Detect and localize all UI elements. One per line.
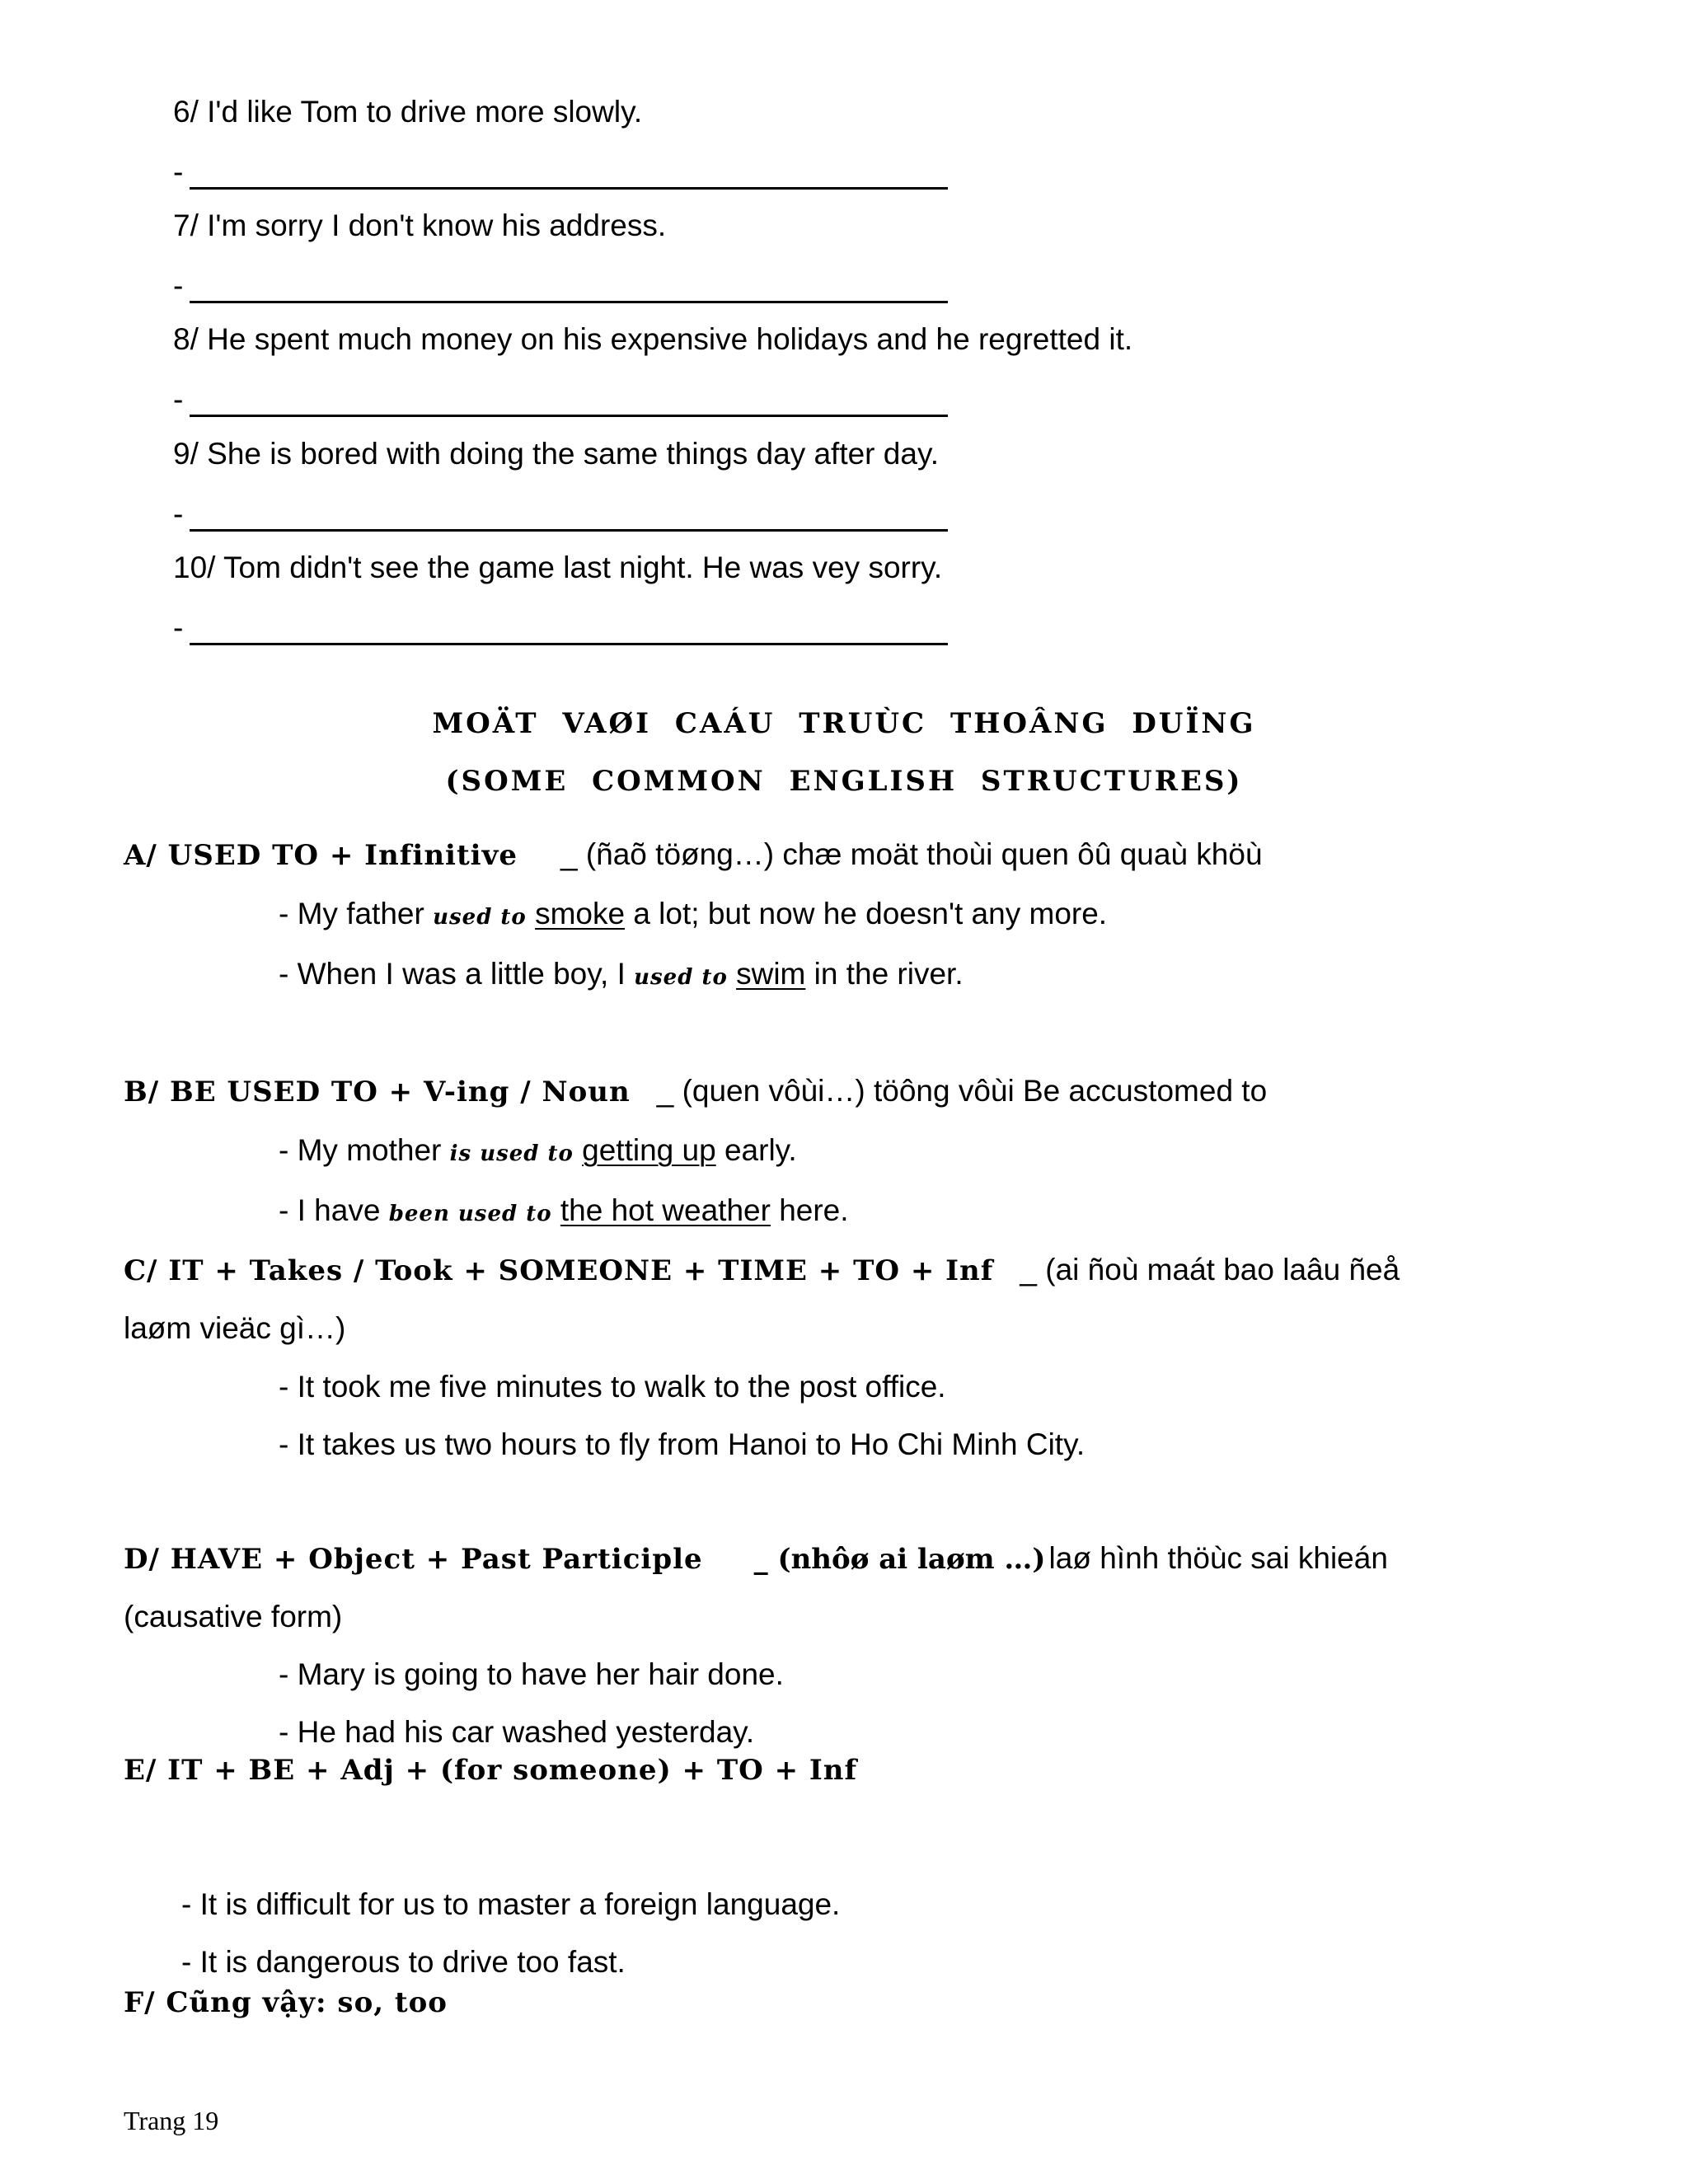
structure-c-gloss-continued: laøm vieäc gì…) bbox=[124, 1311, 346, 1345]
structure-b-gloss: _ (quen vôùi…) töông vôùi Be accustomed to bbox=[656, 1074, 1268, 1108]
structure-d-gloss-continued: (causative form) bbox=[124, 1600, 343, 1633]
structure-f-heading: F/ Cũng vậy: so, too bbox=[124, 1986, 448, 2019]
structure-c bbox=[124, 1253, 1400, 1287]
structure-c-example-2: - It takes us two hours to fly from Hanoi to Ho Chi Minh City. bbox=[279, 1427, 1085, 1461]
exercise-item-6: 6/ I'd like Tom to drive more slowly. bbox=[173, 95, 643, 129]
structure-a bbox=[124, 837, 1263, 872]
answer-blank-10: - bbox=[173, 611, 948, 645]
structure-a-example-1: - My father used to smoke a lot; but now he doesn't any more. bbox=[279, 897, 1108, 930]
structure-d-heading: D/ HAVE + Object + Past Participle bbox=[124, 1543, 703, 1576]
structure-b-example-2: - I have been used to the hot weather here. bbox=[279, 1193, 849, 1227]
structure-c-gloss: _ (ai ñoù maát bao laâu ñeå bbox=[1020, 1253, 1400, 1286]
exercise-item-10: 10/ Tom didn't see the game last night. He was vey sorry. bbox=[173, 551, 943, 584]
section-title: MOÄT VAØI CAÁU TRUÙC THOÂNG DUÏNG bbox=[432, 707, 1256, 740]
structure-d-gloss-bold: _ (nhôø ai laøm …) bbox=[753, 1543, 1046, 1576]
structure-b-heading: B/ BE USED TO + V-ing / Noun bbox=[124, 1076, 631, 1108]
structure-a-gloss: _ (ñaõ töøng…) chæ moät thoùi quen ôû quaù khöù bbox=[560, 837, 1263, 871]
structure-d-gloss: laø hình thöùc sai khieán bbox=[1048, 1541, 1388, 1575]
answer-blank-9: - bbox=[173, 497, 948, 532]
page-number: Trang 19 bbox=[124, 2106, 219, 2135]
underlined-term: getting up bbox=[582, 1133, 716, 1167]
structure-a-heading: A/ USED TO + Infinitive bbox=[124, 839, 518, 872]
section-subtitle: (SOME COMMON ENGLISH STRUCTURES) bbox=[445, 765, 1243, 798]
underlined-term: swim bbox=[736, 957, 806, 991]
structure-b bbox=[124, 1074, 1267, 1108]
structure-d-example-1: - Mary is going to have her hair done. bbox=[279, 1657, 784, 1691]
exercise-item-9: 9/ She is bored with doing the same things day after day. bbox=[173, 437, 939, 471]
structure-e-example-2: - It is dangerous to drive too fast. bbox=[181, 1945, 626, 1979]
answer-blank-8: - bbox=[173, 382, 948, 417]
underlined-term: the hot weather bbox=[560, 1193, 771, 1227]
keyword: is used to bbox=[449, 1141, 574, 1166]
structure-d-example-2: - He had his car washed yesterday. bbox=[279, 1715, 755, 1749]
structure-e-heading: E/ IT + BE + Adj + (for someone) + TO + Inf bbox=[124, 1754, 858, 1787]
keyword: been used to bbox=[388, 1202, 552, 1226]
answer-blank-6: - bbox=[173, 155, 948, 190]
structure-d bbox=[124, 1541, 1388, 1576]
exercise-item-8: 8/ He spent much money on his expensive holidays and he regretted it. bbox=[173, 322, 1133, 356]
exercise-item-7: 7/ I'm sorry I don't know his address. bbox=[173, 209, 667, 242]
underlined-term: smoke bbox=[535, 897, 626, 930]
keyword: used to bbox=[433, 905, 527, 930]
keyword: used to bbox=[634, 965, 728, 990]
structure-c-heading: C/ IT + Takes / Took + SOMEONE + TIME + TO + Inf bbox=[124, 1254, 994, 1287]
structure-c-example-1: - It took me five minutes to walk to the post office. bbox=[279, 1370, 946, 1404]
structure-e-example-1: - It is difficult for us to master a foreign language. bbox=[181, 1887, 841, 1921]
answer-blank-7: - bbox=[173, 269, 948, 303]
structure-b-example-1: - My mother is used to getting up early. bbox=[279, 1133, 797, 1167]
structure-a-example-2: - When I was a little boy, I used to swim in the river. bbox=[279, 957, 964, 991]
